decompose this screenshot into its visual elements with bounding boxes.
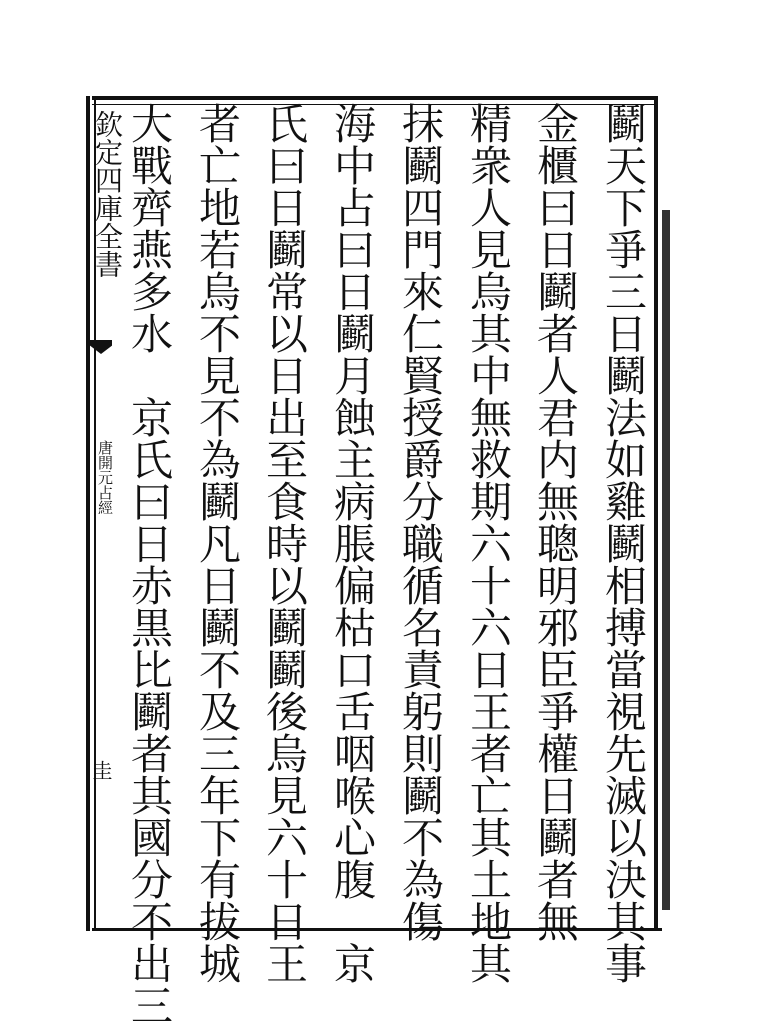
text-column: 大戰齊燕多水 京氏曰日赤黒比鬬者其國分不出三	[125, 102, 174, 1026]
frame-left-rule	[86, 96, 90, 931]
frame-right-shadow	[662, 210, 670, 910]
frame-top-rule	[92, 96, 654, 100]
spine-page-number: 圭	[89, 760, 113, 780]
margin-title: 欽定四庫全書	[91, 110, 124, 278]
spine-title: 唐開元占經	[96, 440, 114, 515]
text-column: 精衆人見烏其中無救期六十六日王者亡其土地其	[464, 102, 513, 984]
frame-right-rule	[654, 96, 658, 931]
text-column: 者亡地若烏不見不為鬬凡日鬬不及三年下有拔城	[193, 102, 242, 984]
text-column: 金櫃曰日鬬者人君内無聰明邪臣爭權日鬬者無	[531, 102, 580, 942]
text-column: 抹鬬四門來仁賢授爵分職循名責躬則鬬不為傷	[396, 102, 445, 942]
text-column: 氏曰日鬬常以日出至食時以鬬鬬後烏見六十日王	[260, 102, 309, 984]
text-column: 鬬天下爭三日鬬法如雞鬬相搏當視先滅以決其事	[599, 102, 648, 984]
text-column: 海中占曰日鬬月蝕主病脹偏枯口舌咽喉心腹 京	[328, 102, 377, 984]
